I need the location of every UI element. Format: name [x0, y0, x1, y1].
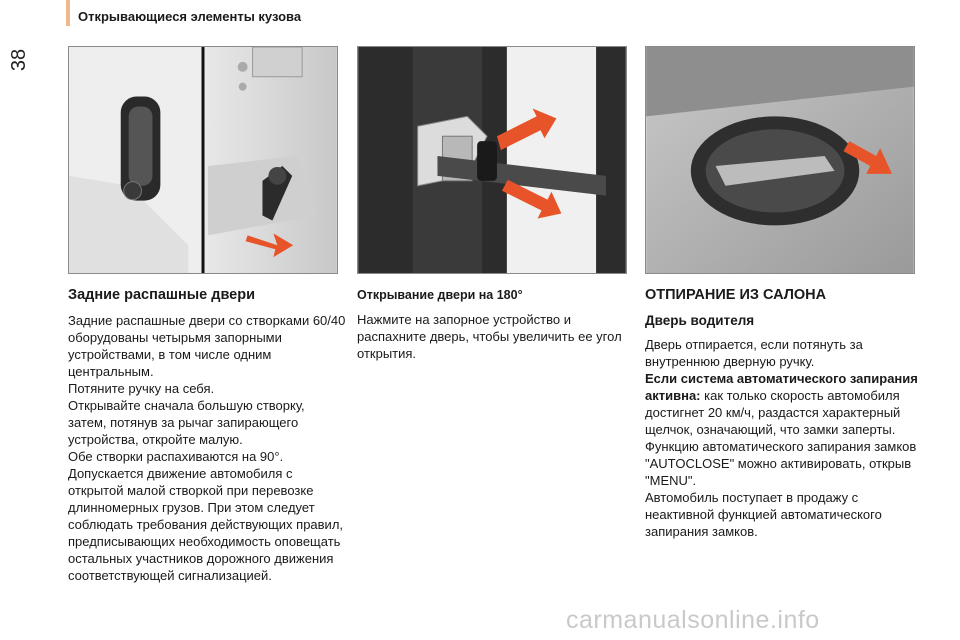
paragraph: Функцию автоматического запирания замков "AUTOCLOSE" можно активировать, открыв "MENU".	[645, 439, 917, 488]
paragraph: Потяните ручку на себя.	[68, 381, 215, 396]
driver-door-subtitle: Дверь водителя	[645, 313, 755, 328]
paragraph: Допускается движение автомобиля с открытой малой створкой при перевозке длинномерных грузов. При этом следует соблюдать требования действующих правил, предписывающих необходимость оповещать остальных участников дорожного движения соответствующей сигнализацией.	[68, 466, 344, 583]
door-hinge-illustration	[358, 47, 626, 273]
paragraph: Нажмите на запорное устройство и распахните дверь, чтобы увеличить ее угол открытия.	[357, 312, 622, 361]
paragraph: Автомобиль поступает в продажу с неактивной функцией автоматического запирания замков.	[645, 490, 882, 539]
paragraph: Дверь отпирается, если потянуть за внутреннюю дверную ручку.	[645, 337, 863, 369]
column-rear-doors	[68, 284, 346, 584]
rear-doors-title: Задние распашные двери	[68, 287, 256, 303]
interior-handle-illustration	[646, 47, 914, 273]
autolock-text: как только скорость автомобиля достигнет 20 км/ч, раздастся характерный щелчок, означающий, что замки заперты.	[645, 388, 901, 437]
paragraph: Открывайте сначала большую створку, затем, потянув за рычаг запирающего устройства, откройте малую.	[68, 398, 305, 447]
header-accent-bar	[66, 0, 70, 26]
rear-door-illustration	[69, 47, 337, 273]
figure-door-180	[357, 46, 627, 274]
unlock-inside-title: ОТПИРАНИЕ ИЗ САЛОНА	[645, 287, 827, 303]
figure-rear-door-handle	[68, 46, 338, 274]
page-number: 38	[8, 48, 30, 72]
column-unlock-inside	[645, 284, 923, 540]
paragraph: Задние распашные двери со створками 60/40 оборудованы четырьмя запорными устройствами, в том числе одним центральным.	[68, 313, 346, 379]
watermark: carmanualsonline.info	[566, 606, 820, 634]
paragraph-autolock	[645, 370, 923, 438]
section-title: Открывающиеся элементы кузова	[78, 9, 302, 24]
autolock-bold-lead: Если система автоматического запирания активна:	[645, 371, 918, 403]
figure-interior-handle	[645, 46, 915, 274]
paragraph: Обе створки распахиваются на 90°.	[68, 449, 284, 464]
door-180-title: Открывание двери на 180°	[357, 288, 523, 302]
column-door-180	[357, 284, 635, 362]
